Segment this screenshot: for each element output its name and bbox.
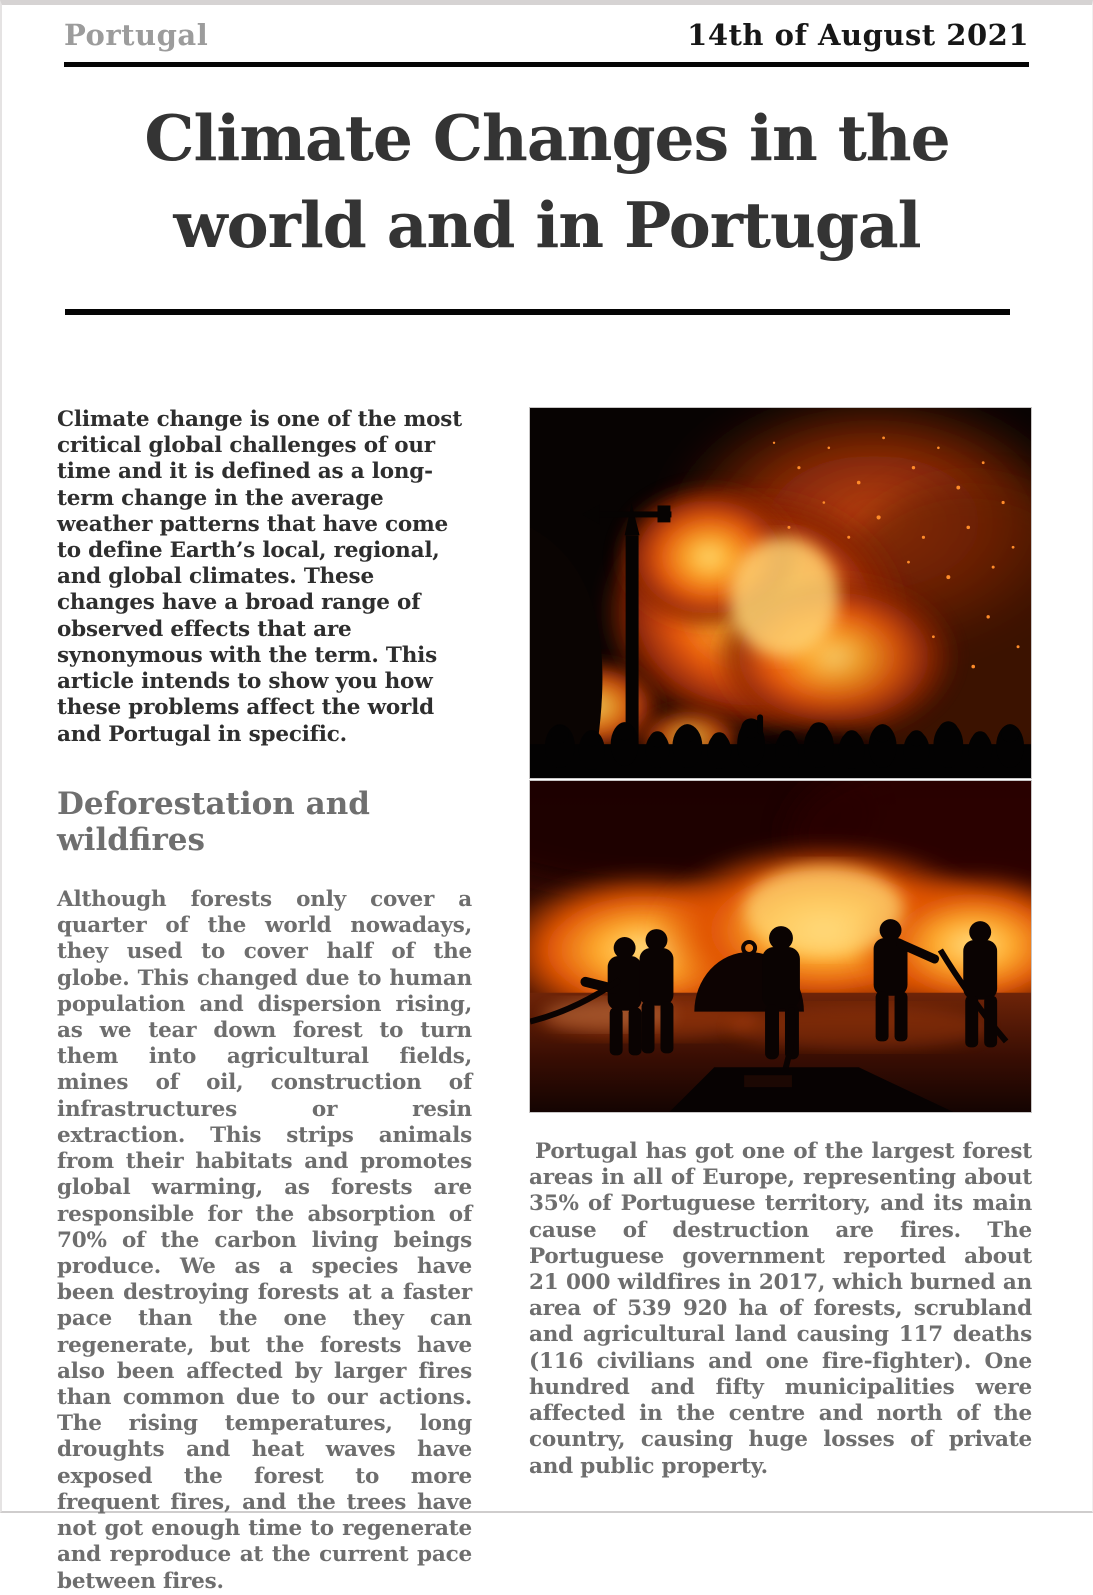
night-bonfire-with-crowd-photo bbox=[529, 407, 1032, 779]
article-title-line1: Climate Changes in the bbox=[144, 101, 950, 175]
issue-date: 14th of August 2021 bbox=[687, 18, 1029, 52]
intro-paragraph: Climate change is one of the most critical global challenges of our time and it is defined as a long-term change in the average weather patterns that have come to define Earth’s local, regional, and global climates. These changes have a broad range of observed effects that are synonymous with the term. This article intends to show you how these problems affect the world and Portugal in specific. bbox=[57, 406, 462, 747]
masthead-rule bbox=[64, 62, 1029, 67]
article-title bbox=[2, 95, 1092, 269]
title-rule bbox=[65, 309, 1010, 315]
section-paragraph: Although forests only cover a quarter of the world nowadays, they used to cover half of the globe. This changed due to human population and dispersion rising, as we tear down forest to turn them into agricultural fields, mines of oil, construction of infrastructures or resin extraction. This strips animals from their habitats and promotes global warming, as forests are responsible for the absorption of 70% of the carbon living beings produce. We as a species have been destroying forests at a faster pace than the one they can regenerate, but the forests have also been affected by larger fires than common due to our actions. The rising temperatures, long droughts and heat waves have exposed the forest to more frequent fires, and the trees have not got enough time to regenerate and reproduce at the current pace between fires. bbox=[57, 886, 472, 1594]
article-title-line2: world and in Portugal bbox=[173, 187, 921, 262]
portugal-paragraph: Portugal has got one of the largest forest areas in all of Europe, representing about 35% of Portuguese territory, and its main cause of destruction are fires. The Portuguese government reported about 21 000 wildfires in 2017, which burned an area of 539 920 ha of forests, scrubland and agricultural land causing 117 deaths (116 civilians and one fire-fighter). One hundred and fifty municipalities were affected in the centre and north of the country, causing huge losses of private and public property. bbox=[529, 1138, 1032, 1479]
section-heading: Deforestation and wildfires bbox=[57, 785, 370, 859]
right-column bbox=[529, 407, 1032, 1595]
firefighters-battling-wildfire-photo bbox=[529, 780, 1032, 1113]
publication-name: Portugal bbox=[64, 18, 209, 52]
article-body bbox=[2, 407, 1092, 1595]
masthead bbox=[2, 5, 1092, 52]
left-column bbox=[57, 407, 472, 1595]
